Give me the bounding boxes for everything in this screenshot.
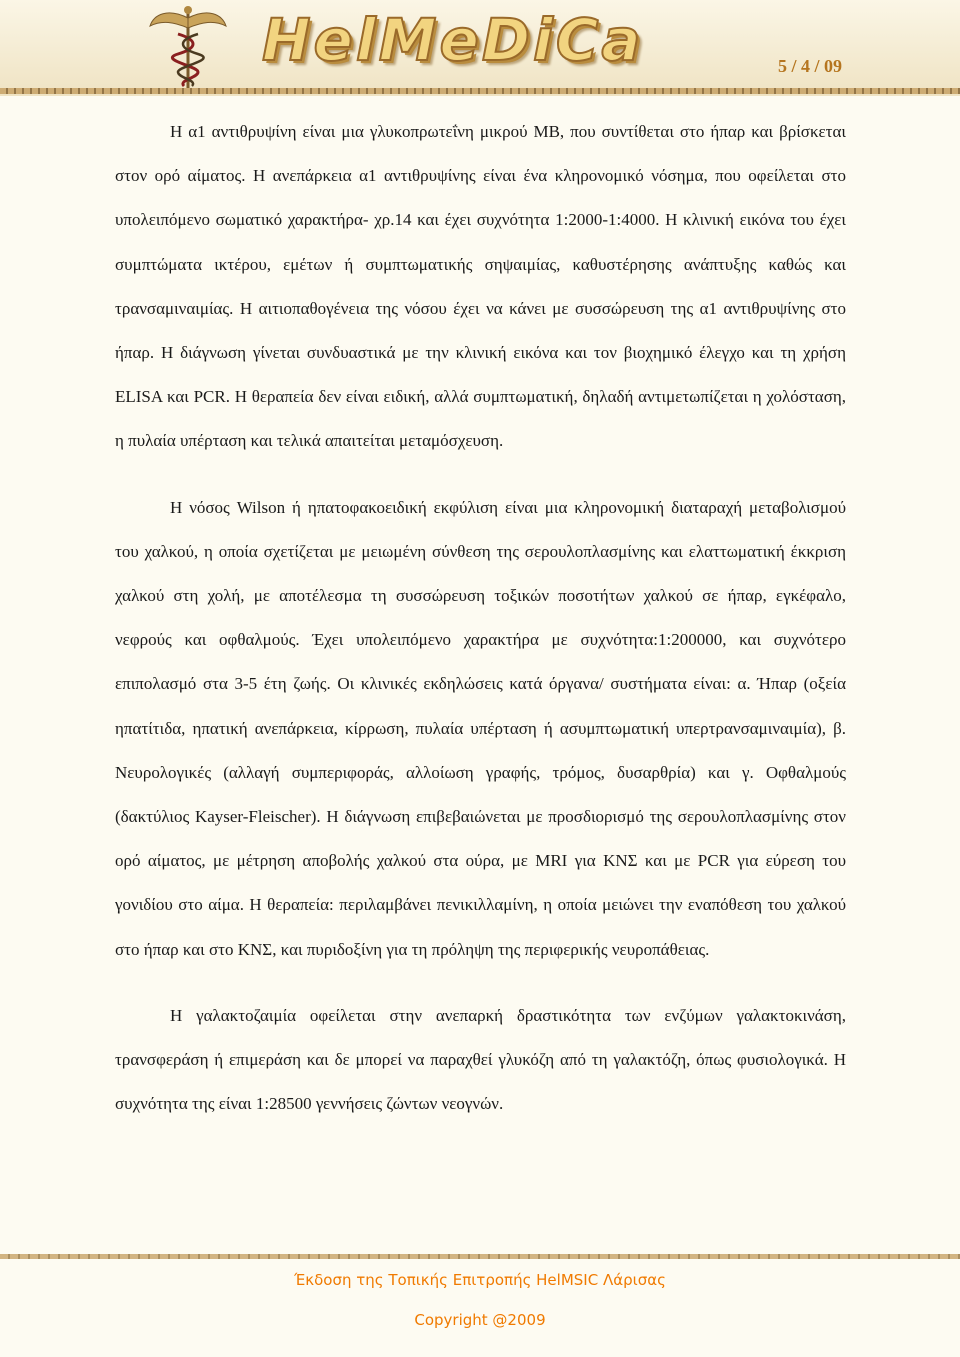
caduceus-icon <box>148 4 228 90</box>
paragraph-galactosemia: Η γαλακτοζαιμία οφείλεται στην ανεπαρκή δραστικότητα των ενζύμων γαλακτοκινάση, τρανσφεράση ή επιμεράση και δε μπορεί να παραχθεί γλυκόζη από τη γαλακτόζη, όπως φυσιολογικά. Η συχνότητα της είναι 1:28500 γεννήσεις ζώντων νεογνών. <box>115 1005 846 1114</box>
paragraph-wilson-disease: Η νόσος Wilson ή ηπατοφακοειδική εκφύλιση είναι μια κληρονομική διαταραχή μεταβολισμού του χαλκού, η οποία σχετίζεται με μειωμένη σύνθεση της σερουλοπλασμίνης και ελαττωματική έκκριση χαλκού στη χολή, με αποτέλεσμα τη συσσώρευση τοξικών ποσοτήτων χαλκού σε ήπαρ, εγκέφαλο, νεφρούς και οφθαλμούς. Έχει υπολειπόμενο χαρακτήρα με συχνότητα:1:200000, και συχνότερο επιπολασμό στα 3-5 έτη ζωής. Οι κλινικές εκδηλώσεις κατά όργανα/ συστήματα είναι: α. Ήπαρ (οξεία ηπατίτιδα, ηπατική ανεπάρκεια, κίρρωση, πυλαία υπέρταση ή ασυμπτωματική υπερτρανσαμιναιμία), β. Νευρολογικές (αλλαγή συμπεριφοράς, αλλοίωση γραφής, τρόμος, δυσαρθρία) και γ. Οφθαλμούς (δακτύλιος Kayser-Fleischer). Η διάγνωση επιβεβαιώνεται με προσδιορισμό της σερουλοπλασμίνης στον ορό αίματος, με μέτρηση αποβολής χαλκού στα ούρα, με MRI για ΚΝΣ και με PCR για εύρεση του γονιδίου στο αίμα. Η θεραπεία: περιλαμβάνει πενικιλλαμίνη, η οποία μειώνει την εναπόθεση του χαλκού στο ήπαρ και στο ΚΝΣ, και πυριδοξίνη για τη πρόληψη της περιφερικής νευροπάθειας. <box>115 497 846 959</box>
footer-publisher: Έκδοση της Τοπικής Επιτροπής HelMSIC Λάρισας <box>294 1271 666 1289</box>
article-body <box>115 110 846 1148</box>
footer-copyright: Copyright @2009 <box>414 1311 546 1329</box>
header-divider <box>0 88 960 94</box>
paragraph-alpha1-antitrypsin: Η α1 αντιθρυψίνη είναι μια γλυκοπρωτεΐνη μικρού ΜΒ, που συντίθεται στο ήπαρ και βρίσκεται στον ορό αίματος. Η ανεπάρκεια α1 αντιθρυψίνης είναι ένα κληρονομικό νόσημα, που οφείλεται στο υπολειπόμενο σωματικό χαρακτήρα- χρ.14 και έχει συχνότητα 1:2000-1:4000. Η κλινική εικόνα του έχει συμπτώματα ικτέρου, εμέτων ή συμπτωματικής σηψαιμίας, καθυστέρησης ανάπτυξης καθώς και τρανσαμιναιμίας. Η αιτιοπαθογένεια της νόσου έχει να κάνει με συσσώρευση της α1 αντιθρυψίνης στο ήπαρ. Η διάγνωση γίνεται συνδυαστικά με την κλινική εικόνα και τον βιοχημικό έλεγχο και τη χρήση ELISA και PCR. Η θεραπεία δεν είναι ειδική, αλλά συμπτωματική, δηλαδή αντιμετωπίζεται η χολόσταση, η πυλαία υπέρταση και τελικά απαιτείται μεταμόσχευση. <box>115 122 846 451</box>
brand-logo-text: HelMeDiCa <box>262 6 644 74</box>
page-header <box>0 0 960 96</box>
issue-date: 5 / 4 / 09 <box>777 56 842 76</box>
footer-divider <box>0 1254 960 1259</box>
